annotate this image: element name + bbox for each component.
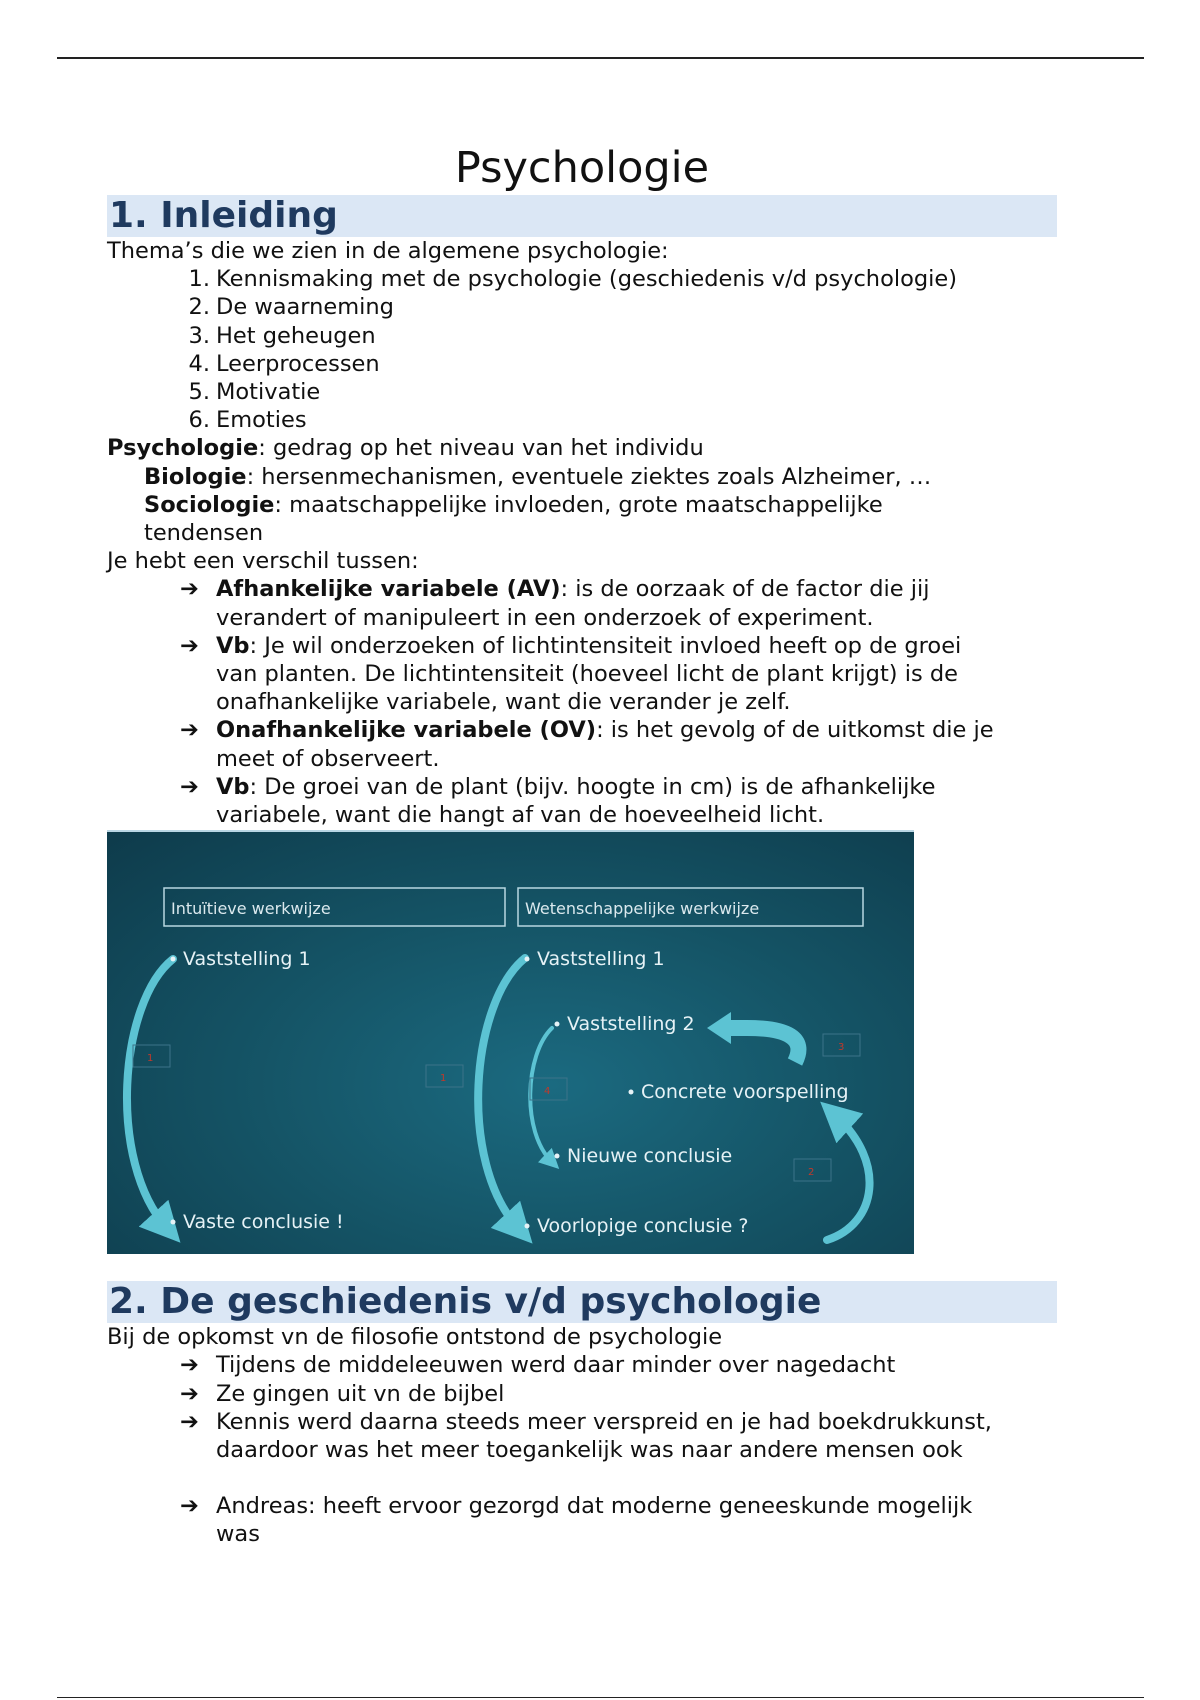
marker-label: 1 bbox=[147, 1053, 154, 1065]
definition-biologie bbox=[107, 463, 1057, 491]
list-item bbox=[107, 1380, 1057, 1408]
list-item bbox=[107, 773, 1057, 829]
item-text: : is het gevolg of de uitkomst die je bbox=[596, 717, 994, 744]
term: Psychologie bbox=[107, 435, 259, 462]
list-text: Leerprocessen bbox=[216, 350, 380, 377]
list-item bbox=[107, 293, 1057, 321]
item-line bbox=[216, 632, 1057, 660]
list-number: 4. bbox=[188, 350, 210, 377]
item-line bbox=[216, 716, 1057, 744]
curved-arrow-top bbox=[727, 1028, 798, 1062]
term: Biologie bbox=[144, 463, 247, 490]
item-line: daardoor was het meer toegankelijk was naar andere mensen ook bbox=[216, 1437, 963, 1464]
list-text: De waarneming bbox=[216, 294, 394, 321]
item-line: Tijdens de middeleeuwen werd daar minder over nagedacht bbox=[216, 1352, 896, 1379]
item-line: meet of observeert. bbox=[216, 745, 440, 772]
arrow-icon: ➔ bbox=[180, 1493, 199, 1520]
definition-sociologie-cont: tendensen bbox=[144, 520, 264, 547]
list-item bbox=[107, 378, 1057, 406]
definition-text: : hersenmechanismen, eventuele ziektes zoals Alzheimer, … bbox=[246, 463, 932, 490]
item-line: Andreas: heeft ervoor gezorgd dat moderne geneeskunde mogelijk bbox=[216, 1493, 973, 1520]
curved-arrow-bottom bbox=[827, 1115, 870, 1240]
marker-label: 2 bbox=[808, 1167, 815, 1179]
left-arrow bbox=[127, 959, 173, 1228]
header-rule bbox=[57, 57, 1144, 59]
geschiedenis-list bbox=[107, 1351, 1057, 1464]
slide-right-voorspelling: Concrete voorspelling bbox=[641, 1081, 849, 1104]
verschil-intro: Je hebt een verschil tussen: bbox=[107, 548, 419, 575]
item-line: verandert of manipuleert in een onderzoek of experiment. bbox=[216, 604, 874, 631]
term: Afhankelijke variabele (AV) bbox=[216, 576, 561, 603]
curved-arrow-top-head bbox=[707, 1012, 731, 1044]
list-item bbox=[107, 265, 1057, 293]
arrow-icon: ➔ bbox=[180, 717, 199, 744]
list-text: Kennismaking met de psychologie (geschiedenis v/d psychologie) bbox=[216, 266, 958, 293]
list-text: Emoties bbox=[216, 407, 307, 434]
document-body bbox=[107, 138, 1057, 1549]
list-number: 3. bbox=[188, 322, 210, 349]
item-line: was bbox=[216, 1521, 260, 1548]
item-text: : De groei van de plant (bijv. hoogte in cm) is de afhankelijke bbox=[249, 773, 936, 800]
themes-list bbox=[107, 265, 1057, 434]
item-line: onafhankelijke variabele, want die verander je zelf. bbox=[216, 689, 791, 716]
werkwijze-slide-image bbox=[107, 830, 914, 1254]
right-arrow-main bbox=[478, 958, 525, 1229]
definition-text: : gedrag op het niveau van het individu bbox=[258, 435, 704, 462]
definition-psychologie bbox=[107, 434, 1057, 462]
bullet-dot bbox=[555, 1154, 560, 1159]
term: Vb bbox=[216, 632, 250, 659]
slide-right-vaststelling2: Vaststelling 2 bbox=[567, 1013, 695, 1036]
bullet-dot bbox=[555, 1022, 560, 1027]
box-intuitieve-label: Intuïtieve werkwijze bbox=[171, 899, 331, 919]
slide-left-vaststelling1: Vaststelling 1 bbox=[183, 948, 311, 971]
arrow-icon: ➔ bbox=[180, 773, 199, 800]
list-number: 1. bbox=[188, 266, 210, 293]
list-item bbox=[107, 406, 1057, 434]
section-heading-geschiedenis: 2. De geschiedenis v/d psychologie bbox=[107, 1281, 1057, 1323]
item-line: variabele, want die hangt af van de hoeveelheid licht. bbox=[216, 802, 825, 829]
arrow-icon: ➔ bbox=[180, 576, 199, 603]
slide-right-voorlopige-conclusie: Voorlopige conclusie ? bbox=[537, 1215, 749, 1238]
bullet-dot bbox=[171, 1220, 176, 1225]
slide-diagram bbox=[107, 832, 914, 1254]
term: Onafhankelijke variabele (OV) bbox=[216, 717, 597, 744]
item-line bbox=[216, 575, 1057, 603]
bullet-dot bbox=[629, 1090, 634, 1095]
definition-text: : maatschappelijke invloeden, grote maatschappelijke bbox=[274, 491, 883, 518]
slide-left-conclusie: Vaste conclusie ! bbox=[183, 1211, 344, 1234]
variables-list bbox=[107, 575, 1057, 829]
list-text: Het geheugen bbox=[216, 322, 376, 349]
list-item bbox=[107, 350, 1057, 378]
bullet-dot bbox=[171, 957, 176, 962]
term: Sociologie bbox=[144, 491, 275, 518]
list-text: Motivatie bbox=[216, 379, 321, 406]
list-item bbox=[107, 1492, 1057, 1548]
section-heading-inleiding: 1. Inleiding bbox=[107, 195, 1057, 237]
list-number: 5. bbox=[188, 379, 210, 406]
list-number: 6. bbox=[188, 407, 210, 434]
marker-label: 1 bbox=[440, 1073, 447, 1085]
bullet-dot bbox=[525, 1224, 530, 1229]
arrow-icon: ➔ bbox=[180, 632, 199, 659]
item-text: : Je wil onderzoeken of lichtintensiteit invloed heeft op de groei bbox=[249, 632, 962, 659]
list-item bbox=[107, 632, 1057, 717]
slide-right-vaststelling1: Vaststelling 1 bbox=[537, 948, 665, 971]
item-line: Ze gingen uit vn de bijbel bbox=[216, 1380, 505, 1407]
marker-label: 3 bbox=[838, 1042, 845, 1054]
term: Vb bbox=[216, 773, 250, 800]
item-text: : is de oorzaak of de factor die jij bbox=[560, 576, 930, 603]
list-item bbox=[107, 716, 1057, 772]
item-line bbox=[216, 773, 1057, 801]
document-title: Psychologie bbox=[454, 143, 710, 193]
footer-rule bbox=[57, 1697, 1144, 1698]
item-line: Kennis werd daarna steeds meer verspreid en je had boekdrukkunst, bbox=[216, 1408, 992, 1435]
geschiedenis-list-2 bbox=[107, 1492, 1057, 1548]
definition-sociologie bbox=[107, 491, 1057, 519]
list-item bbox=[107, 575, 1057, 631]
list-item bbox=[107, 1408, 1057, 1464]
list-number: 2. bbox=[188, 294, 210, 321]
arrow-icon: ➔ bbox=[180, 1408, 199, 1435]
spacer bbox=[107, 1464, 1057, 1492]
box-wetenschappelijke-label: Wetenschappelijke werkwijze bbox=[525, 899, 760, 919]
arrow-icon: ➔ bbox=[180, 1352, 199, 1379]
themes-intro: Thema’s die we zien in de algemene psychologie: bbox=[107, 238, 669, 264]
geschiedenis-intro: Bij de opkomst vn de filosofie ontstond de psychologie bbox=[107, 1324, 723, 1351]
bullet-dot bbox=[525, 957, 530, 962]
list-item bbox=[107, 322, 1057, 350]
marker-label: 4 bbox=[544, 1086, 551, 1098]
list-item bbox=[107, 1351, 1057, 1379]
slide-right-nieuwe-conclusie: Nieuwe conclusie bbox=[567, 1145, 733, 1168]
arrow-icon: ➔ bbox=[180, 1380, 199, 1407]
item-line: van planten. De lichtintensiteit (hoeveel licht de plant krijgt) is de bbox=[216, 661, 958, 688]
